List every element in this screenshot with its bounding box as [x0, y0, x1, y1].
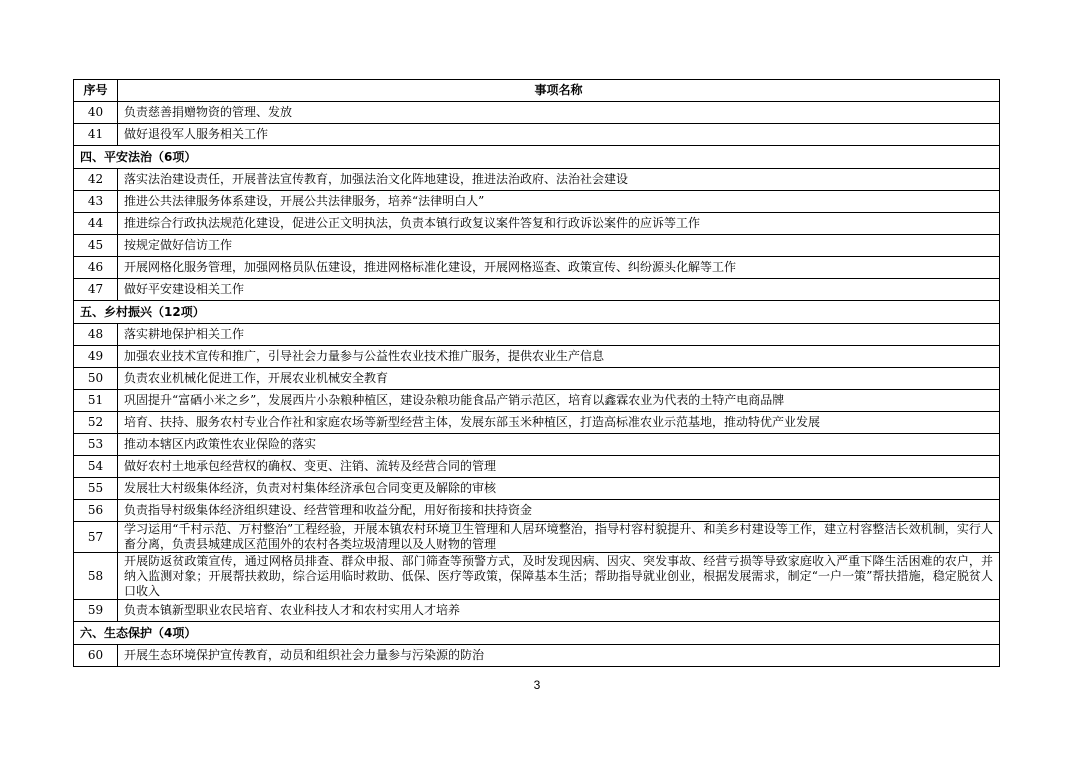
item-description: 做好退役军人服务相关工作 [118, 124, 1000, 146]
table-row [74, 645, 1000, 667]
item-serial-number: 46 [74, 257, 118, 279]
item-serial-number: 52 [74, 412, 118, 434]
table-row [74, 478, 1000, 500]
section-heading-row [74, 622, 1000, 645]
item-description: 落实法治建设责任，开展普法宣传教育，加强法治文化阵地建设，推进法治政府、法治社会建设 [118, 169, 1000, 191]
item-serial-number: 48 [74, 324, 118, 346]
item-serial-number: 49 [74, 346, 118, 368]
table-row [74, 346, 1000, 368]
item-description: 开展网格化服务管理，加强网格员队伍建设，推进网格标准化建设，开展网格巡查、政策宣传、纠纷源头化解等工作 [118, 257, 1000, 279]
item-serial-number: 45 [74, 235, 118, 257]
section-heading: 五、乡村振兴（12项） [74, 301, 1000, 324]
item-serial-number: 47 [74, 279, 118, 301]
table-row [74, 124, 1000, 146]
item-serial-number: 55 [74, 478, 118, 500]
item-description: 培育、扶持、服务农村专业合作社和家庭农场等新型经营主体，发展东部玉米种植区，打造高标准农业示范基地，推动特优产业发展 [118, 412, 1000, 434]
table-header-row [74, 80, 1000, 102]
item-serial-number: 57 [74, 522, 118, 553]
section-heading-row [74, 301, 1000, 324]
item-description: 按规定做好信访工作 [118, 235, 1000, 257]
item-description: 发展壮大村级集体经济，负责对村集体经济承包合同变更及解除的审核 [118, 478, 1000, 500]
item-serial-number: 60 [74, 645, 118, 667]
item-serial-number: 58 [74, 553, 118, 600]
item-serial-number: 42 [74, 169, 118, 191]
item-serial-number: 54 [74, 456, 118, 478]
item-description: 负责慈善捐赠物资的管理、发放 [118, 102, 1000, 124]
item-serial-number: 50 [74, 368, 118, 390]
table-row [74, 169, 1000, 191]
item-description: 开展生态环境保护宣传教育，动员和组织社会力量参与污染源的防治 [118, 645, 1000, 667]
item-serial-number: 56 [74, 500, 118, 522]
item-serial-number: 51 [74, 390, 118, 412]
section-heading: 四、平安法治（6项） [74, 146, 1000, 169]
item-description: 推动本辖区内政策性农业保险的落实 [118, 434, 1000, 456]
table-body [74, 102, 1000, 667]
table-row [74, 456, 1000, 478]
item-description: 巩固提升“富硒小米之乡”，发展西片小杂粮种植区，建设杂粮功能食品产销示范区，培育以鑫霖农业为代表的土特产电商品牌 [118, 390, 1000, 412]
item-description: 做好农村土地承包经营权的确权、变更、注销、流转及经营合同的管理 [118, 456, 1000, 478]
item-serial-number: 59 [74, 600, 118, 622]
item-description: 开展防返贫政策宣传，通过网格员排查、群众申报、部门筛查等预警方式，及时发现因病、因灾、突发事故、经营亏损等导致家庭收入严重下降生活困难的农户，并纳入监测对象；开展帮扶救助，综合运用临时救助、低保、医疗等政策，保障基本生活；帮助指导就业创业，根据发展需求，制定“一户一策”帮扶措施，稳定脱贫人口收入 [118, 553, 1000, 600]
item-description: 落实耕地保护相关工作 [118, 324, 1000, 346]
matters-table [73, 79, 1000, 667]
item-description: 做好平安建设相关工作 [118, 279, 1000, 301]
item-description: 推进公共法律服务体系建设，开展公共法律服务，培养“法律明白人” [118, 191, 1000, 213]
item-description: 学习运用“千村示范、万村整治”工程经验，开展本镇农村环境卫生管理和人居环境整治，指导村容村貌提升、和美乡村建设等工作，建立村容整洁长效机制，实行人畜分离，负责县城建成区范围外的农村各类垃圾清理以及人财物的管理 [118, 522, 1000, 553]
header-serial-number: 序号 [74, 80, 118, 102]
item-serial-number: 40 [74, 102, 118, 124]
item-description: 负责农业机械化促进工作，开展农业机械安全教育 [118, 368, 1000, 390]
section-heading: 六、生态保护（4项） [74, 622, 1000, 645]
item-description: 加强农业技术宣传和推广，引导社会力量参与公益性农业技术推广服务，提供农业生产信息 [118, 346, 1000, 368]
page-number: 3 [533, 678, 541, 692]
table-row [74, 553, 1000, 600]
table-row [74, 390, 1000, 412]
item-description: 推进综合行政执法规范化建设，促进公正文明执法，负责本镇行政复议案件答复和行政诉讼案件的应诉等工作 [118, 213, 1000, 235]
table-row [74, 324, 1000, 346]
item-serial-number: 41 [74, 124, 118, 146]
table-row [74, 213, 1000, 235]
table-row [74, 279, 1000, 301]
table-row [74, 257, 1000, 279]
item-serial-number: 44 [74, 213, 118, 235]
table-row [74, 600, 1000, 622]
table-row [74, 191, 1000, 213]
table-row [74, 522, 1000, 553]
table-row [74, 368, 1000, 390]
table-row [74, 102, 1000, 124]
item-description: 负责本镇新型职业农民培育、农业科技人才和农村实用人才培养 [118, 600, 1000, 622]
table-row [74, 412, 1000, 434]
table-row [74, 500, 1000, 522]
table-row [74, 434, 1000, 456]
section-heading-row [74, 146, 1000, 169]
item-description: 负责指导村级集体经济组织建设、经营管理和收益分配，用好衔接和扶持资金 [118, 500, 1000, 522]
table-row [74, 235, 1000, 257]
item-serial-number: 53 [74, 434, 118, 456]
header-item-name: 事项名称 [118, 80, 1000, 102]
item-serial-number: 43 [74, 191, 118, 213]
